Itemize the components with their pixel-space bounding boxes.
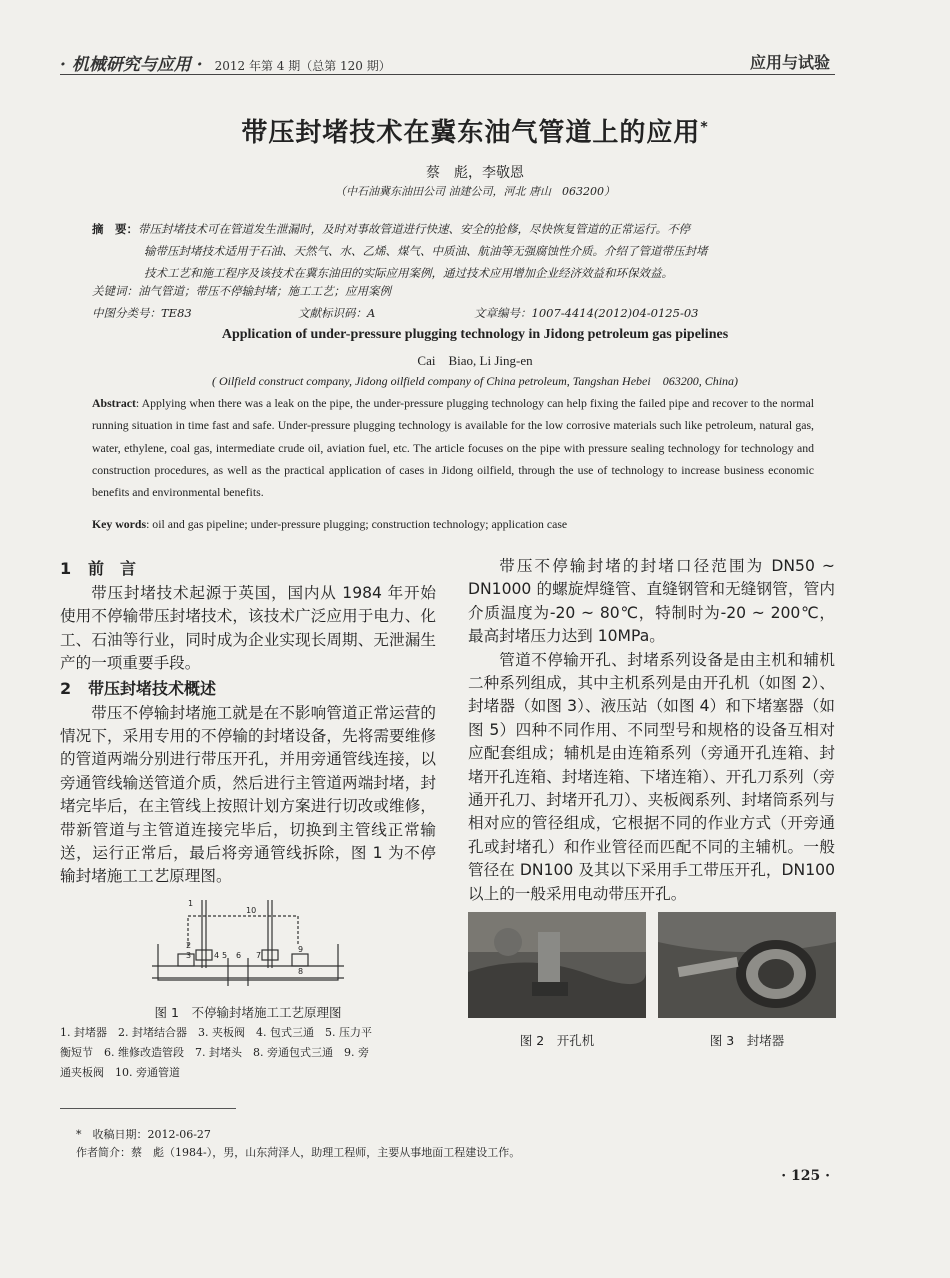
figure-1-caption: 图 1 不停输封堵施工工艺原理图	[154, 1005, 342, 1020]
issue-info: 2012 年第 4 期（总第 120 期）	[214, 59, 391, 73]
section-2-paragraph: 带压不停输封堵施工就是在不影响管道正常运营的情况下，采用专用的不停输的封堵设备，先将需要维修的管道两端分别进行带压开孔，并用旁通管线连接，以旁通管线输送管道介质，然后进行主管道两端封堵，封堵完毕后，在主管线上按照计划方案进行切改或维修，带新管道与主管道连接完毕后，切换到主管线正常输送，运行正常后，最后将旁通管线拆除，图 1 为不停输封堵施工工艺原理图。	[60, 703, 436, 886]
abstract-cn	[92, 218, 822, 284]
fig1-label-10: 10	[246, 906, 257, 915]
article-number: 文章编号：1007-4414(2012)04-0125-03	[474, 306, 699, 320]
journal-name: · 机械研究与应用 ·	[60, 55, 203, 75]
abstract-cn-line1	[92, 218, 822, 240]
abstract-cn-label: 摘 要：	[92, 222, 138, 236]
valve-right	[262, 950, 278, 960]
journal-header	[60, 50, 391, 75]
left-column	[60, 556, 436, 889]
right-column	[468, 555, 835, 906]
figure-2-photo-art	[468, 912, 646, 1018]
valve-left	[196, 950, 212, 960]
footnote-rule	[60, 1108, 236, 1109]
figure-3-photo-art	[658, 912, 836, 1018]
fig1-label-2: 2	[186, 941, 192, 950]
section-label: 应用与试验	[749, 53, 830, 72]
figure-1-legend-line1: 1. 封堵器 2. 封堵结合器 3. 夹板阀 4. 包式三通 5. 压力平	[60, 1026, 372, 1039]
classification-row	[92, 305, 792, 321]
section-1-heading	[60, 556, 436, 582]
figure-1-legend	[60, 1023, 430, 1083]
fig1-label-5: 5	[222, 951, 228, 960]
affiliation-cn: （中石油冀东油田公司 油建公司，河北 唐山 063200）	[335, 185, 615, 198]
figure-1-legend-line2: 衡短节 6. 维修改造管段 7. 封堵头 8. 旁通包式三通 9. 旁	[60, 1046, 369, 1059]
figure-3-caption: 图 3 封堵器	[709, 1033, 785, 1048]
clc-number: 中图分类号：TE83	[92, 306, 192, 320]
paper-title-en: Application of under-pressure plugging technology in Jidong petroleum gas pipelines	[221, 327, 729, 342]
header-rule	[60, 74, 835, 75]
title-footnote-mark: *	[700, 119, 709, 136]
keywords-en	[92, 517, 567, 532]
figure-3-photo	[658, 912, 836, 1018]
paper-title	[0, 112, 950, 149]
keywords-en-label: Key words	[92, 517, 147, 531]
section-2-title: 带压封堵技术概述	[88, 678, 217, 698]
abstract-cn-line2: 输带压封堵技术适用于石油、天然气、水、乙烯、煤气、中质油、航油等无强腐蚀性介质。介绍了管道带压封堵	[144, 244, 708, 258]
fig1-label-9: 9	[298, 945, 304, 954]
figure-2-photo	[468, 912, 646, 1018]
footnote-author-bio: 作者简介：蔡 彪（1984-），男，山东菏泽人，助理工程师，主要从事地面工程建设工作。	[76, 1146, 521, 1159]
figure-2-caption: 图 2 开孔机	[519, 1033, 595, 1048]
authors-cn: 蔡 彪，李敬恩	[426, 165, 524, 181]
figure-1-legend-line3: 通夹板阀 10. 旁通管道	[60, 1066, 180, 1079]
abstract-cn-line3: 技术工艺和施工程序及该技术在冀东油田的实际应用案例，通过技术应用增加企业经济效益和环保效益。	[144, 266, 673, 280]
fig1-label-1: 1	[188, 899, 194, 908]
footnote-received-date: * 收稿日期：2012-06-27	[76, 1128, 211, 1141]
section-2-number: 2	[60, 678, 72, 698]
affiliation-en: ( Oilfield construct company, Jidong oilfield company of China petroleum, Tangshan Hebei 063200, China)	[211, 374, 739, 388]
authors-en: Cai Biao, Li Jing-en	[417, 353, 533, 368]
section-1-paragraph: 带压封堵技术起源于英国，国内从 1984 年开始使用不停输带压封堵技术，该技术广泛应用于电力、化工、石油等行业，同时成为企业实现长周期、无泄漏生产的一项重要手段。	[60, 584, 436, 673]
bypass-tee-right	[292, 954, 308, 966]
bypass-pipe	[188, 916, 298, 946]
fig1-label-3: 3	[186, 951, 192, 960]
abstract-en	[92, 392, 814, 503]
paper-title-text: 带压封堵技术在冀东油气管道上的应用	[241, 118, 701, 148]
keywords-en-text: : oil and gas pipeline; under-pressure plugging; construction technology; application case	[146, 517, 568, 531]
document-code: 文献标识码：A	[298, 306, 376, 320]
fig1-label-8: 8	[298, 967, 304, 976]
abstract-en-text: : Applying when there was a leak on the pipe, the under-pressure plugging technology can help fixing the failed pipe and recover to the normal running situation in time fast and safe. Under-pressure plugging technology is available for the low corrosive materials such like petroleum, natural gas, water, ethylene, coal gas, intermediate crude oil, aviation fuel, etc. The article focuses on the pipe with pressure sealing technology for technology and construction procedures, as well as the practical application of cases in Jidong oilfield, through the use of technology to increase business economic benefits and environmental benefits.	[92, 396, 814, 500]
page-number: · 125 ·	[781, 1168, 830, 1184]
keywords-cn: 关键词：油气管道；带压不停输封堵；施工工艺；应用案例	[92, 284, 391, 298]
abstract-en-label: Abstract	[92, 396, 136, 410]
fig1-label-4: 4	[214, 951, 220, 960]
right-paragraph-2: 管道不停输开孔、封堵系列设备是由主机和辅机二种系列组成，其中主机系列是由开孔机（如图 2）、封堵器（如图 3）、液压站（如图 4）和下堵塞器（如图 5）四种不同作用、不同型号和规格的设备互相对应配套组成；辅机是由连箱系列（旁通开孔连箱、封堵开孔连箱、封堵连箱、下堵连箱）、开孔刀系列（旁通开孔刀、封堵开孔刀）、夹板阀系列、封堵筒系列与相对应的管径组成，它根据不同的作业方式（开旁通孔或封堵孔）和作业管径而匹配不同的主辅机。一般管径在 DN100 及其以下采用手工带压开孔，DN100 以上的一般采用电动带压开孔。	[468, 650, 835, 903]
fig1-label-7: 7	[256, 951, 262, 960]
figure-1-schematic	[148, 896, 348, 996]
fig1-label-6: 6	[236, 951, 242, 960]
section-1-title: 前 言	[88, 559, 137, 578]
section-2-heading	[60, 676, 436, 702]
section-1-number: 1	[60, 559, 72, 578]
abstract-cn-text1: 带压封堵技术可在管道发生泄漏时，及时对事故管道进行快速、安全的抢修，尽快恢复管道的正常运行。不停	[138, 222, 690, 236]
right-paragraph-1: 带压不停输封堵的封堵口径范围为 DN50 ~ DN1000 的螺旋焊缝管、直缝钢管和无缝钢管，管内介质温度为-20 ~ 80℃，特制时为-20 ~ 200℃，最高封堵压力达到 10MPa。	[468, 557, 835, 646]
